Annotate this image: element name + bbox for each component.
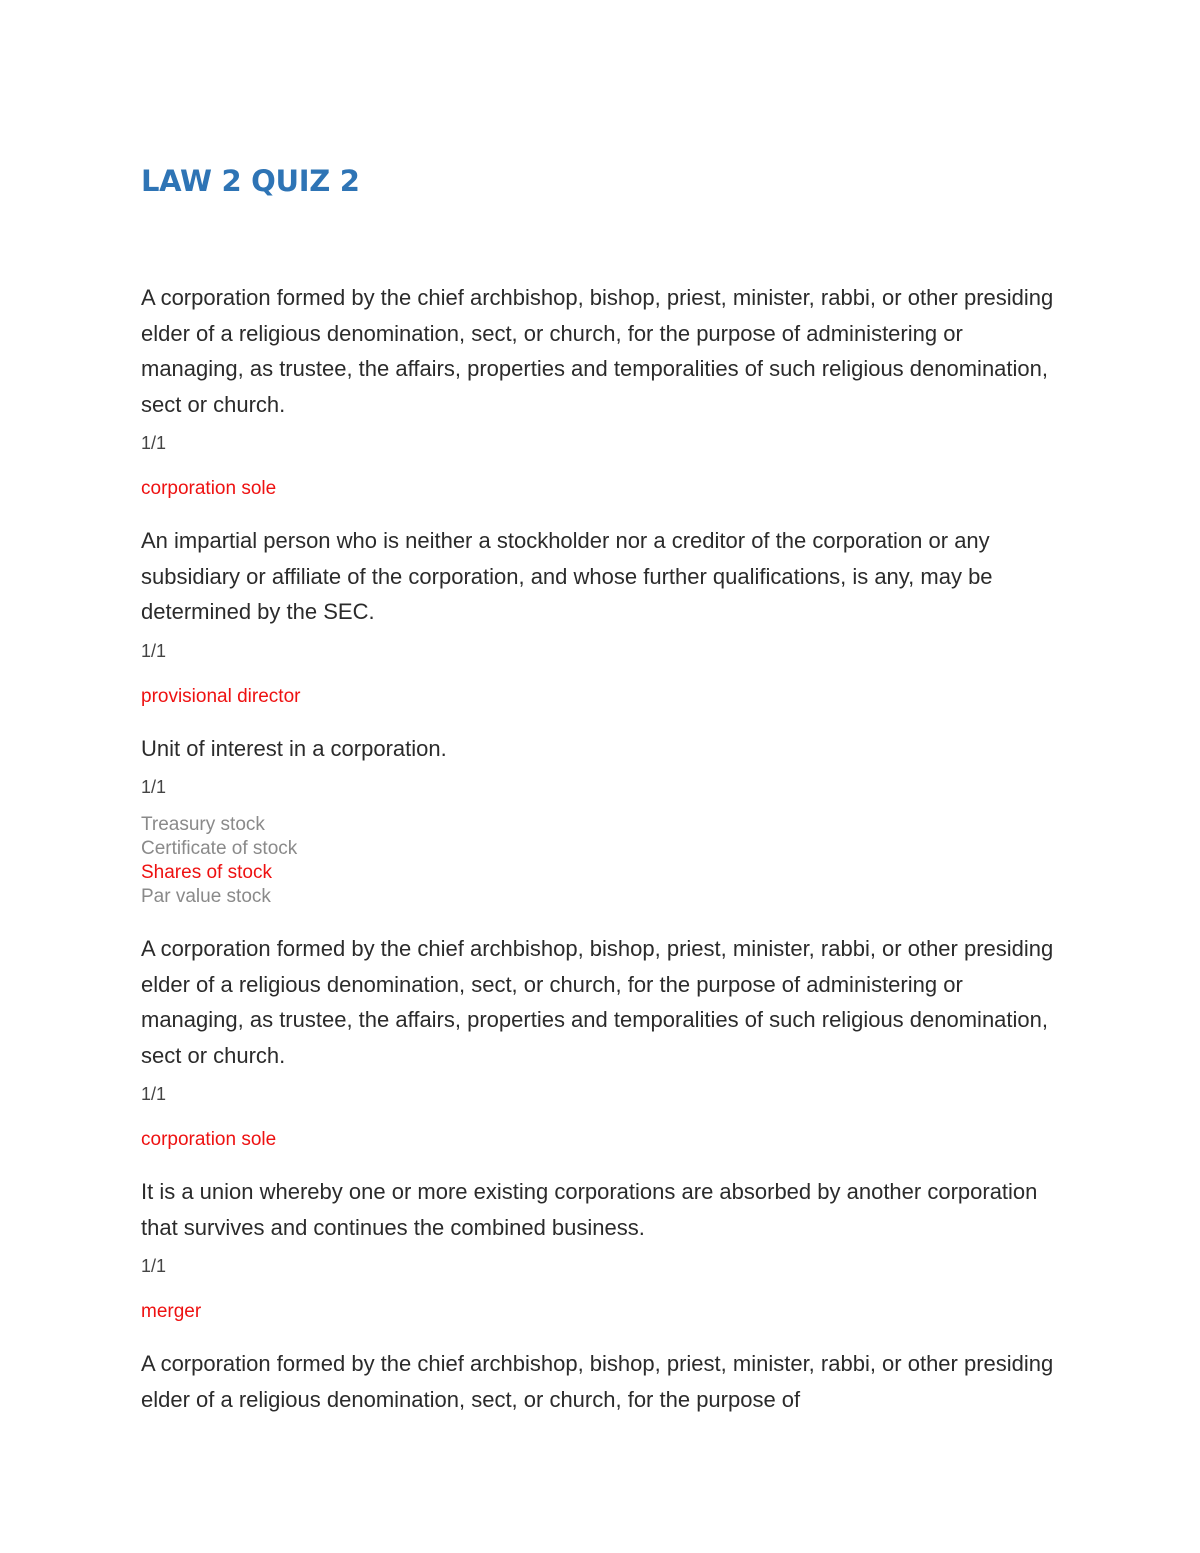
answer-options — [141, 813, 1071, 909]
question-text: Unit of interest in a corporation. — [141, 735, 447, 761]
score-label: 1/1 — [141, 777, 167, 797]
score-label: 1/1 — [141, 1256, 167, 1276]
question-text: An impartial person who is neither a stockholder nor a creditor of the corporation or any subsidiary or affiliate of the corporation, and whose further qualifications, is any, may be determined by the SEC. — [141, 528, 993, 624]
answer-text: merger — [141, 1301, 202, 1322]
answer-option: Shares of stock — [141, 862, 272, 883]
quiz-item — [141, 931, 1071, 1152]
answer-text: corporation sole — [141, 1129, 277, 1150]
quiz-title: LAW 2 QUIZ 2 — [141, 164, 360, 198]
quiz-item — [141, 1174, 1071, 1324]
quiz-item — [141, 1346, 1071, 1417]
quiz-item — [141, 523, 1071, 709]
answer-option: Treasury stock — [141, 814, 265, 835]
score-label: 1/1 — [141, 640, 167, 661]
quiz-content — [141, 280, 1071, 1417]
question-text: It is a union whereby one or more existing corporations are absorbed by another corporation that survives and continues the combined business. — [141, 1179, 1038, 1240]
quiz-item — [141, 280, 1071, 501]
answer-text: corporation sole — [141, 478, 277, 499]
answer-option: Par value stock — [141, 886, 271, 907]
score-label: 1/1 — [141, 433, 167, 453]
answer-text: provisional director — [141, 685, 301, 707]
score-label: 1/1 — [141, 1084, 167, 1104]
answer-option: Certificate of stock — [141, 838, 298, 859]
quiz-item — [141, 731, 1071, 910]
question-text: A corporation formed by the chief archbishop, bishop, priest, minister, rabbi, or other presiding elder of a religious denomination, sect, or church, for the purpose of administering or managing, as trustee, the affairs, properties and temporalities of such religious denomination, sect or church. — [141, 936, 1054, 1068]
question-text: A corporation formed by the chief archbishop, bishop, priest, minister, rabbi, or other presiding elder of a religious denomination, sect, or church, for the purpose of administering or managing, as trustee, the affairs, properties and temporalities of such religious denomination, sect or church. — [141, 285, 1054, 417]
question-text: A corporation formed by the chief archbishop, bishop, priest, minister, rabbi, or other presiding elder of a religious denomination, sect, or church, for the purpose of — [141, 1351, 1054, 1412]
